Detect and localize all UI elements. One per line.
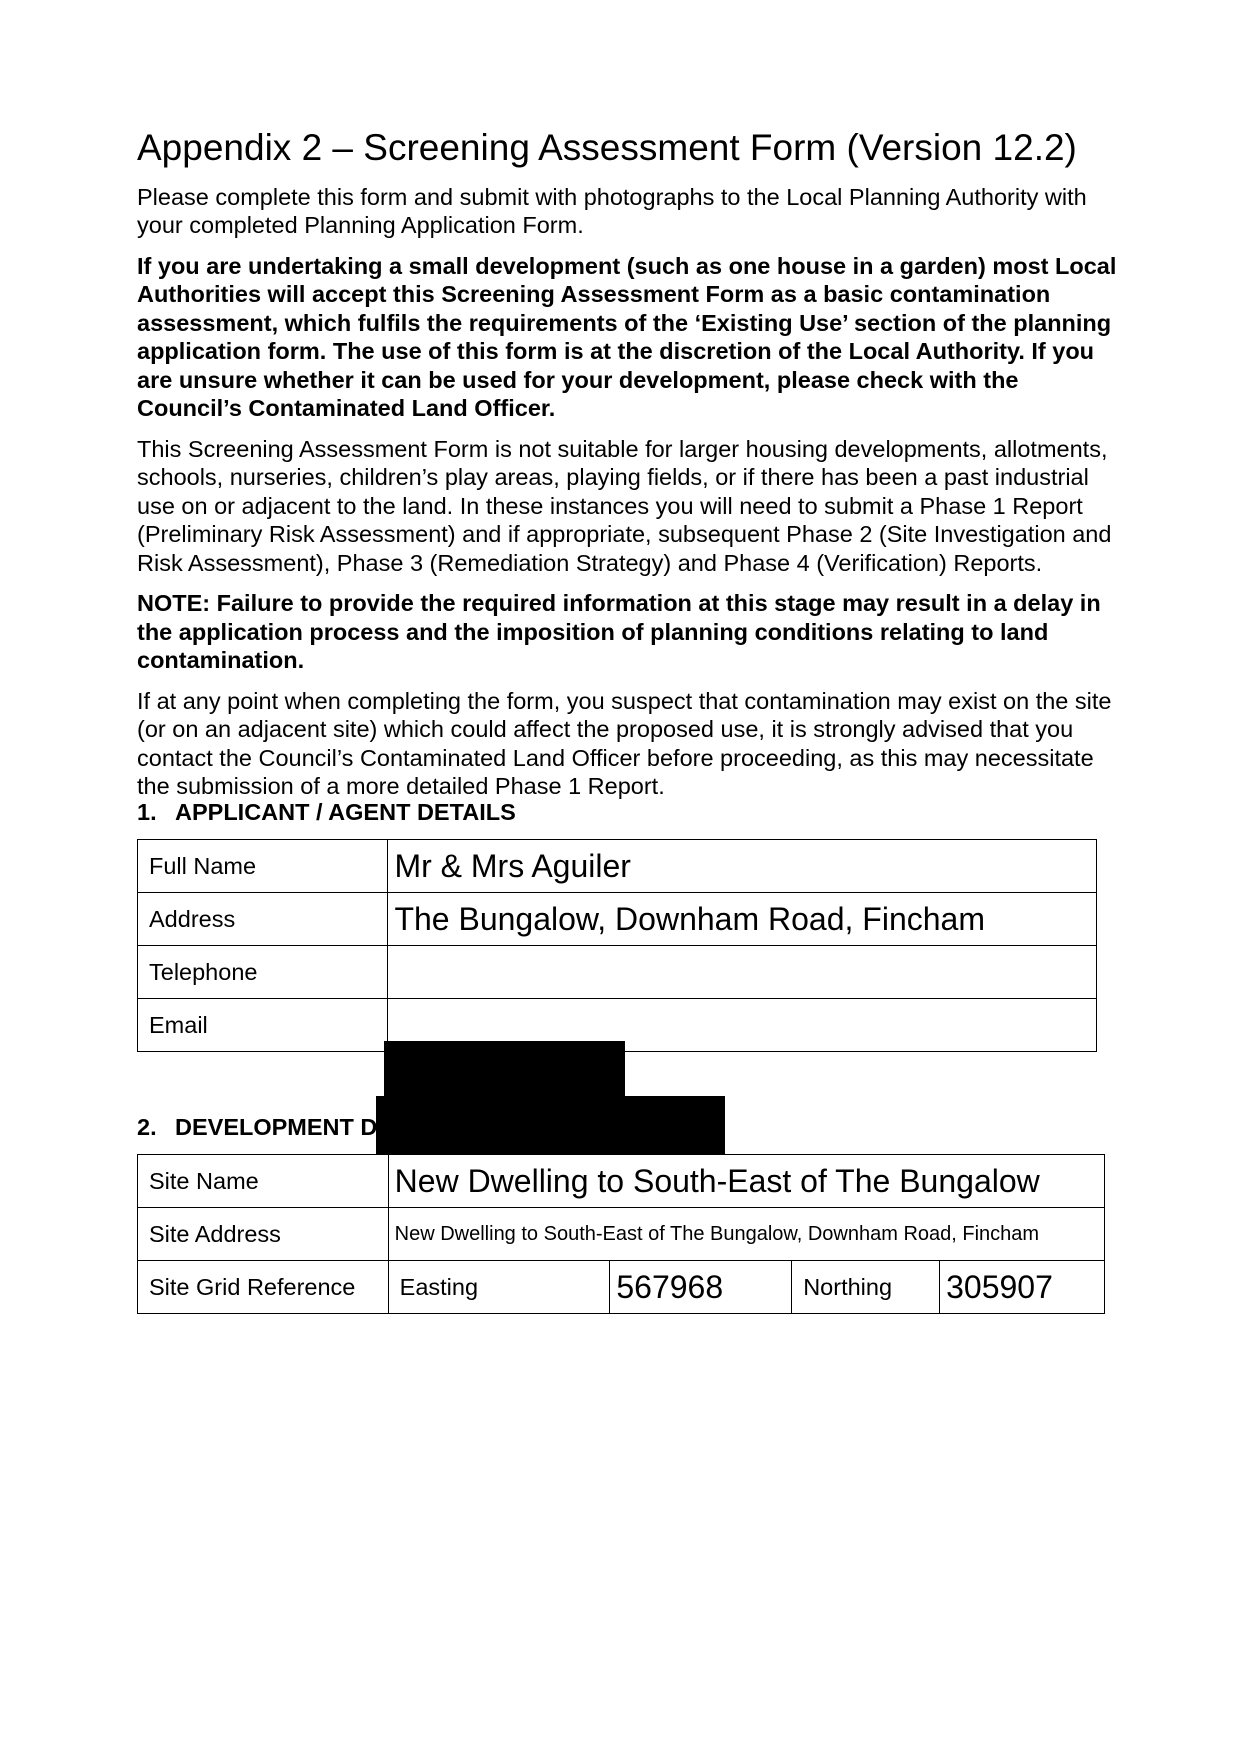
page-title: Appendix 2 – Screening Assessment Form (Version 12.2) xyxy=(137,127,1077,168)
easting-label: Easting xyxy=(388,1261,610,1314)
section-1-heading xyxy=(137,798,516,826)
section-2-title: DEVELOPMENT DETAILS xyxy=(175,1114,460,1140)
address-label: Address xyxy=(138,893,388,946)
telephone-redaction xyxy=(384,1041,625,1098)
site-address-field[interactable]: New Dwelling to South-East of The Bungalow, Downham Road, Fincham xyxy=(388,1208,1104,1261)
table-row xyxy=(138,893,1097,946)
section-1-title: APPLICANT / AGENT DETAILS xyxy=(175,799,516,825)
site-name-label: Site Name xyxy=(138,1155,389,1208)
table-row xyxy=(138,1208,1105,1261)
full-name-field[interactable]: Mr & Mrs Aguiler xyxy=(388,840,1097,893)
table-row xyxy=(138,946,1097,999)
intro-paragraph: Please complete this form and submit with photographs to the Local Planning Authority with your completed Planning Application Form. xyxy=(137,183,1087,239)
applicant-details-table xyxy=(137,839,1097,1052)
full-name-label: Full Name xyxy=(138,840,388,893)
form-page xyxy=(137,127,1117,1305)
suitability-paragraph: This Screening Assessment Form is not suitable for larger housing developments, allotments, schools, nurseries, children’s play areas, playing fields, or if there has been a past industrial use on or adjacent to the land. In these instances you will need to submit a Phase 1 Report (Preliminary Risk Assessment) and if appropriate, subsequent Phase 2 (Site Investigation and Risk Assessment), Phase 3 (Remediation Strategy) and Phase 4 (Verification) Reports. xyxy=(137,435,1112,576)
table-row xyxy=(138,840,1097,893)
address-field[interactable]: The Bungalow, Downham Road, Fincham xyxy=(388,893,1097,946)
northing-label: Northing xyxy=(792,1261,940,1314)
site-name-field[interactable]: New Dwelling to South-East of The Bungalow xyxy=(388,1155,1104,1208)
grid-reference-label: Site Grid Reference xyxy=(138,1261,389,1314)
development-details-table xyxy=(137,1154,1105,1314)
easting-field[interactable]: 567968 xyxy=(610,1261,792,1314)
table-row xyxy=(138,1261,1105,1314)
section-1-number: 1. xyxy=(137,799,157,825)
email-label: Email xyxy=(138,999,388,1052)
telephone-field[interactable] xyxy=(388,946,1097,999)
site-address-label: Site Address xyxy=(138,1208,389,1261)
note-paragraph: NOTE: Failure to provide the required information at this stage may result in a delay in the application process and the imposition of planning conditions relating to land contamination. xyxy=(137,590,1101,674)
northing-field[interactable]: 305907 xyxy=(940,1261,1105,1314)
section-2-number: 2. xyxy=(137,1114,157,1140)
telephone-label: Telephone xyxy=(138,946,388,999)
table-row xyxy=(138,1155,1105,1208)
section-2-heading xyxy=(137,1113,459,1141)
bold-notice-paragraph: If you are undertaking a small development (such as one house in a garden) most Local Authorities will accept this Screening Assessment Form as a basic contamination assessment, which fulfils the requirements of the ‘Existing Use’ section of the planning application form. The use of this form is at the discretion of the Local Authority. If you are unsure whether it can be used for your development, please check with the Council’s Contaminated Land Officer. xyxy=(137,252,1117,422)
advice-paragraph: If at any point when completing the form, you suspect that contamination may exist on the site (or on an adjacent site) which could affect the proposed use, it is strongly advised that you contact the Council’s Contaminated Land Officer before proceeding, as this may necessitate the submission of a more detailed Phase 1 Report. xyxy=(137,687,1112,800)
